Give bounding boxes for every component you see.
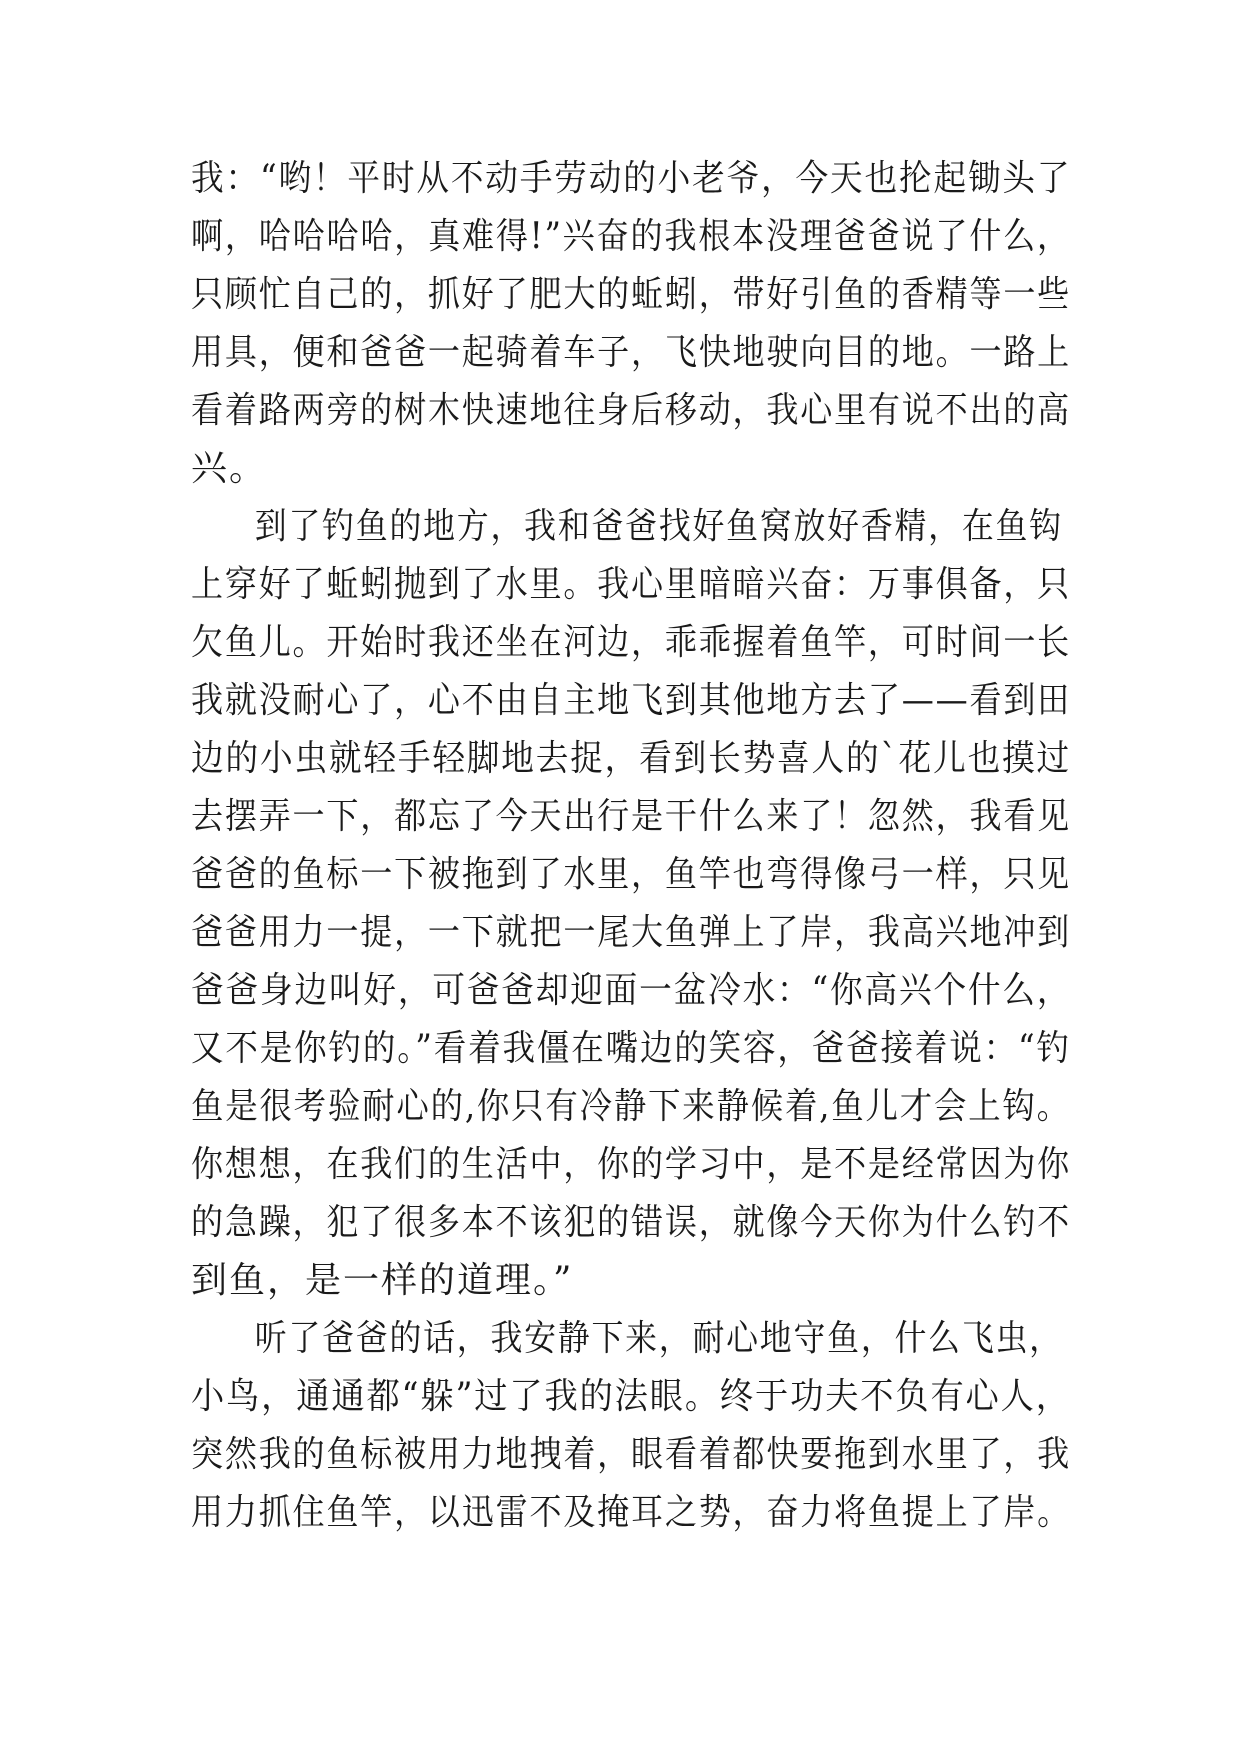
text-line: 爸爸的鱼标一下被拖到了水里，鱼竿也弯得像弓一样，只见 [191, 854, 1072, 895]
text-line: 欠鱼儿。开始时我还坐在河边，乖乖握着鱼竿，可时间一长 [191, 622, 1072, 663]
text-line: 我：“哟！平时从不动手劳动的小老爷，今天也抡起锄头了 [191, 158, 1072, 199]
text-line: 只顾忙自己的，抓好了肥大的蚯蚓，带好引鱼的香精等一些 [191, 274, 1072, 315]
text-line: 兴。 [191, 448, 268, 489]
text-line: 鱼是很考验耐心的,你只有冷静下来静候着,鱼儿才会上钩。 [191, 1086, 1071, 1127]
text-line: 看着路两旁的树木快速地往身后移动，我心里有说不出的高 [191, 390, 1072, 431]
text-line: 突然我的鱼标被用力地拽着，眼看着都快要拖到水里了，我 [191, 1434, 1072, 1475]
text-line: 你想想，在我们的生活中，你的学习中，是不是经常因为你 [191, 1144, 1072, 1185]
text-line: 边的小虫就轻手轻脚地去捉，看到长势喜人的`花儿也摸过 [191, 738, 1071, 779]
text-line: 上穿好了蚯蚓抛到了水里。我心里暗暗兴奋：万事俱备，只 [191, 564, 1072, 605]
text-line: 爸爸身边叫好，可爸爸却迎面一盆冷水：“你高兴个什么， [191, 970, 1072, 1011]
text-line: 到鱼，是一样的道理。” [191, 1260, 574, 1301]
text-line: 小鸟，通通都“躲”过了我的法眼。终于功夫不负有心人， [191, 1376, 1071, 1417]
text-line: 又不是你钓的。”看着我僵在嘴边的笑容，爸爸接着说：“钓 [191, 1028, 1071, 1069]
text-line: 我就没耐心了，心不由自主地飞到其他地方去了——看到田 [191, 680, 1072, 721]
text-line: 去摆弄一下，都忘了今天出行是干什么来了！忽然，我看见 [191, 796, 1072, 837]
text-line: 的急躁，犯了很多本不该犯的错误，就像今天你为什么钓不 [191, 1202, 1072, 1243]
paragraph-start-line: 听了爸爸的话，我安静下来，耐心地守鱼，什么飞虫， [254, 1318, 1063, 1359]
paragraph-start-line: 到了钓鱼的地方，我和爸爸找好鱼窝放好香精，在鱼钩 [254, 506, 1063, 547]
text-line: 用具，便和爸爸一起骑着车子，飞快地驶向目的地。一路上 [191, 332, 1072, 373]
text-line: 啊，哈哈哈哈，真难得!”兴奋的我根本没理爸爸说了什么， [191, 216, 1071, 257]
text-line: 用力抓住鱼竿，以迅雷不及掩耳之势，奋力将鱼提上了岸。 [191, 1492, 1072, 1533]
body-text [191, 150, 1071, 1542]
text-line: 爸爸用力一提，一下就把一尾大鱼弹上了岸，我高兴地冲到 [191, 912, 1072, 953]
